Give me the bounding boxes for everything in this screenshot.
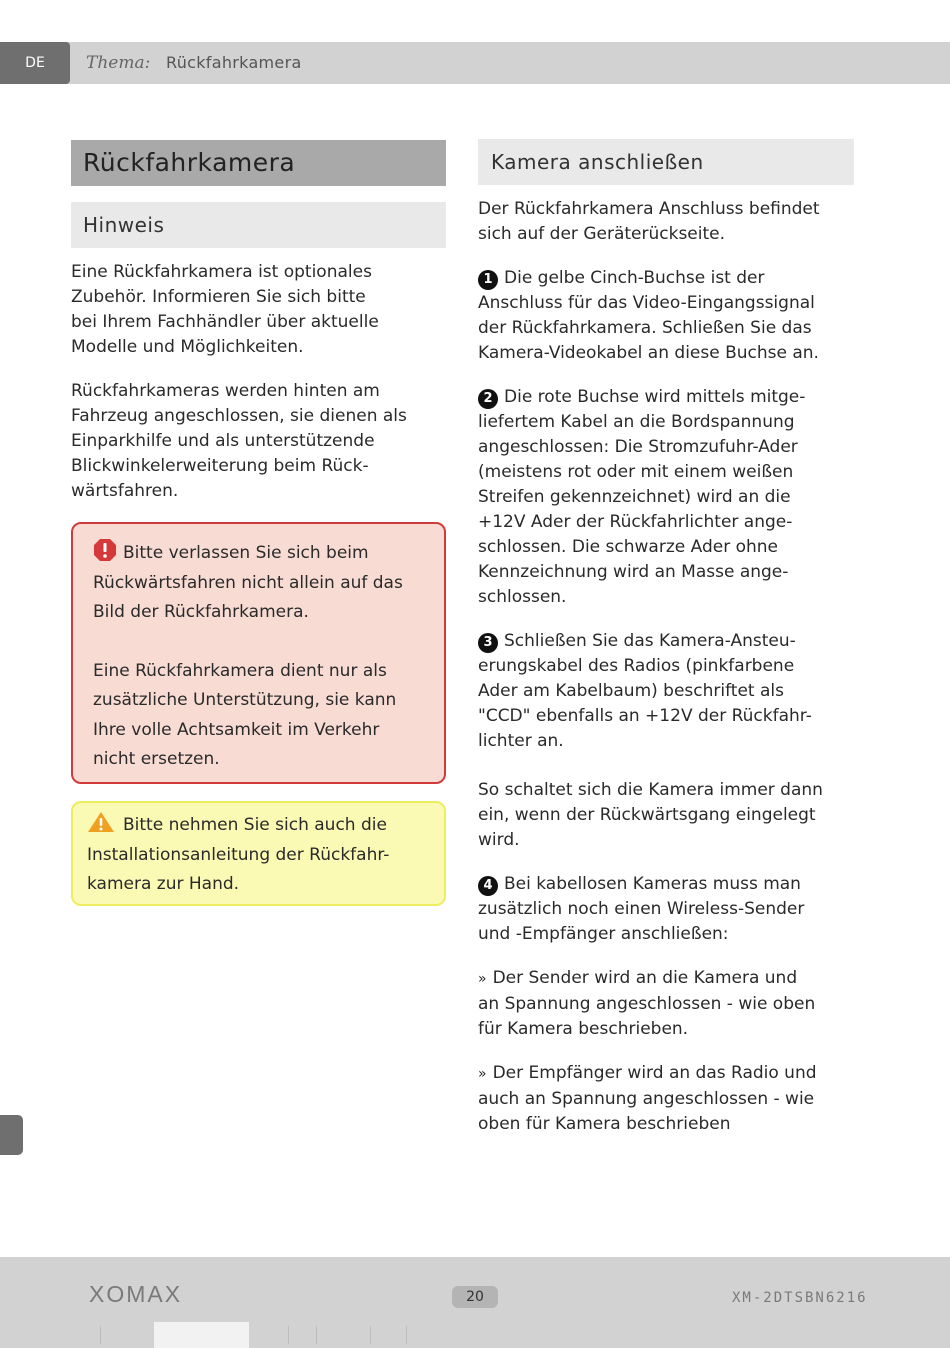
- text-line: schlossen. Die schwarze Ader ohne: [478, 537, 778, 557]
- model-number: XM-2DTSBN6216: [732, 1290, 868, 1306]
- text-line: Einparkhilfe und als unterstützende: [71, 431, 375, 451]
- step-number-3: 3: [478, 633, 498, 653]
- step-3: [478, 629, 854, 754]
- text-line: Der Empfänger wird an das Radio und: [492, 1063, 817, 1083]
- text-line: Eine Rückfahrkamera dient nur als: [93, 660, 387, 681]
- text-line: Anschluss für das Video-Eingangssignal: [478, 293, 815, 313]
- language-tab[interactable]: DE: [0, 42, 70, 84]
- text-line: Der Sender wird an die Kamera und: [492, 968, 798, 988]
- text-line: Kennzeichnung wird an Masse ange-: [478, 562, 789, 582]
- bullet-mark: »: [478, 1066, 487, 1082]
- text-line: So schaltet sich die Kamera immer dann: [478, 780, 823, 800]
- exclamation-stop-icon: [93, 538, 117, 562]
- bullet-sender: [478, 966, 854, 1042]
- text-line: Fahrzeug angeschlossen, sie dienen als: [71, 406, 407, 426]
- text-line: kamera zur Hand.: [87, 874, 240, 894]
- text-line: Rückfahrkameras werden hinten am: [71, 381, 380, 401]
- step-number-1: 1: [478, 270, 498, 290]
- text-line: +12V Ader der Rückfahrlichter ange-: [478, 512, 793, 532]
- paragraph-note: [478, 778, 854, 853]
- text-line: Bitte nehmen Sie sich auch die: [123, 815, 387, 835]
- text-line: liefertem Kabel an die Bordspannung: [478, 412, 795, 432]
- section-title-connect: Kamera anschließen: [478, 139, 854, 185]
- footer-bar: [0, 1257, 950, 1348]
- text-line: zusätzlich noch einen Wireless-Sender: [478, 899, 805, 919]
- text-line: bei Ihrem Fachhändler über aktuelle: [71, 312, 379, 332]
- topic-label: Thema:: [86, 53, 151, 73]
- footer-divider: [288, 1326, 289, 1344]
- footer-divider: [370, 1326, 371, 1344]
- bullet-mark: »: [478, 971, 487, 987]
- text-line: wärtsfahren.: [71, 481, 179, 501]
- text-line: erungskabel des Radios (pinkfarbene: [478, 656, 795, 676]
- text-line: Bild der Rückfahrkamera.: [93, 602, 309, 622]
- text-line: "CCD" ebenfalls an +12V der Rückfahr-: [478, 706, 812, 726]
- text-line: Die gelbe Cinch-Buchse ist der: [504, 268, 765, 288]
- note-yellow-text: [87, 811, 437, 900]
- section-subtitle: Hinweis: [71, 202, 446, 248]
- paragraph-usage: [71, 379, 446, 504]
- text-line: Blickwinkelerweiterung beim Rück-: [71, 456, 369, 476]
- text-line: Rückwärtsfahren nicht allein auf das: [93, 572, 403, 593]
- footer-divider: [100, 1326, 101, 1344]
- section-title: Rückfahrkamera: [71, 140, 446, 186]
- text-line: Ader am Kabelbaum) beschriftet als: [478, 681, 784, 701]
- text-line: Die rote Buchse wird mittels mitge-: [504, 387, 806, 407]
- text-line: lichter an.: [478, 731, 564, 751]
- paragraph-connect-intro: [478, 197, 854, 247]
- brand-logo: XOMAX: [89, 1281, 183, 1307]
- right-column: [478, 139, 854, 1137]
- paragraph-intro: [71, 260, 446, 360]
- page-number: 20: [452, 1286, 498, 1308]
- step-number-2: 2: [478, 389, 498, 409]
- text-line: nicht ersetzen.: [93, 749, 220, 769]
- step-2: [478, 385, 854, 610]
- text-line: oben für Kamera beschrieben: [478, 1114, 731, 1134]
- warning-box-red: [71, 522, 446, 784]
- text-line: (meistens rot oder mit einem weißen: [478, 462, 794, 482]
- text-line: Schließen Sie das Kamera-Ansteu-: [504, 631, 796, 651]
- text-line: angeschlossen: Die Stromzufuhr-Ader: [478, 437, 798, 457]
- step-number-4: 4: [478, 876, 498, 896]
- warning-triangle-icon: [87, 811, 115, 833]
- step-1: [478, 266, 854, 366]
- text-line: der Rückfahrkamera. Schließen Sie das: [478, 318, 812, 338]
- note-box-yellow: [71, 801, 446, 906]
- text-line: Streifen gekennzeichnet) wird an die: [478, 487, 791, 507]
- text-line: wird.: [478, 830, 520, 850]
- text-line: Bitte verlassen Sie sich beim: [123, 543, 369, 563]
- text-line: zusätzliche Unterstützung, sie kann: [93, 690, 397, 710]
- footer-divider: [406, 1326, 407, 1344]
- text-line: schlossen.: [478, 587, 567, 607]
- text-line: an Spannung angeschlossen - wie oben: [478, 994, 816, 1014]
- text-line: Der Rückfahrkamera Anschluss befindet: [478, 199, 820, 219]
- text-line: Zubehör. Informieren Sie sich bitte: [71, 287, 366, 307]
- text-line: Bei kabellosen Kameras muss man: [504, 874, 801, 894]
- text-line: und -Empfänger anschließen:: [478, 924, 729, 944]
- header-bar: [0, 42, 950, 84]
- text-line: Eine Rückfahrkamera ist optionales: [71, 262, 372, 282]
- left-column: [71, 140, 446, 504]
- side-tab[interactable]: [0, 1115, 23, 1155]
- footer-strip: [154, 1322, 249, 1348]
- footer-divider: [316, 1326, 317, 1344]
- text-line: Kamera-Videokabel an diese Buchse an.: [478, 343, 819, 363]
- step-4: [478, 872, 854, 947]
- warning-red-text-1: [93, 538, 433, 628]
- bullet-receiver: [478, 1061, 854, 1137]
- text-line: Modelle und Möglichkeiten.: [71, 337, 304, 357]
- warning-red-text-2: [93, 657, 433, 775]
- text-line: Ihre volle Achtsamkeit im Verkehr: [93, 719, 380, 740]
- text-line: sich auf der Geräterückseite.: [478, 224, 726, 244]
- text-line: ein, wenn der Rückwärtsgang eingelegt: [478, 805, 816, 825]
- topic-value: Rückfahrkamera: [166, 53, 302, 72]
- text-line: auch an Spannung angeschlossen - wie: [478, 1089, 815, 1109]
- text-line: Installationsanleitung der Rückfahr-: [87, 844, 390, 865]
- text-line: für Kamera beschrieben.: [478, 1019, 689, 1039]
